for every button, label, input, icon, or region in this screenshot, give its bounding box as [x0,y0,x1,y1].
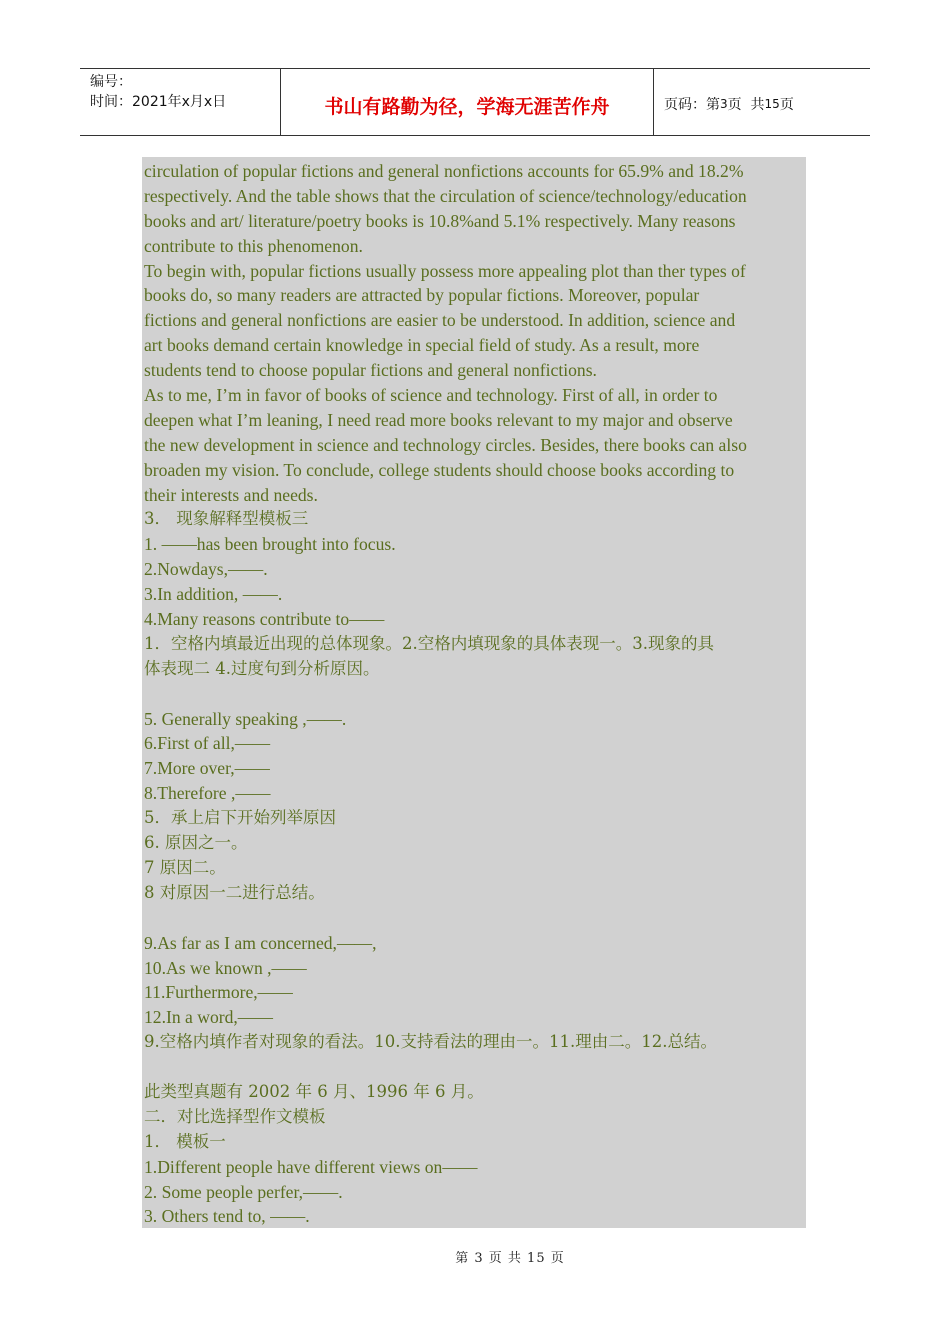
page-footer: 第 3 页 共 15 页 [455,1251,565,1266]
text-line: respectively. And the table shows that the circulation of science/technology/education [144,185,747,206]
text-line: 体表现二 4.过度句到分析原因。 [144,658,380,678]
document-body [142,157,806,1228]
text-line: books do, so many readers are attracted by popular fictions. Moreover, popular [144,285,700,306]
page-mid: 页 共 [727,97,765,113]
text-line: 5．承上启下开始列举原因 [144,808,336,828]
blank-line [144,1055,804,1080]
text-line: 9.空格内填作者对现象的看法。10.支持看法的理由一。11.理由二。12.总结。 [144,1032,717,1052]
text-line: 3. Others tend to, ——. [144,1206,310,1227]
text-line: 6. 原因之一。 [144,833,248,853]
text-line: fictions and general nonfictions are easier to be understood. In addition, science and [144,310,736,331]
page-header [80,68,870,136]
text-line: 8 对原因一二进行总结。 [144,882,325,902]
text-line: To begin with, popular fictions usually possess more appealing plot than ther types of [144,260,746,281]
blank-line [144,682,804,707]
text-line: 4.Many reasons contribute to—— [144,609,385,630]
text-line: 9.As far as I am concerned,——, [144,932,377,953]
blank-line [144,906,804,931]
text-line: 8.Therefore ,—— [144,783,271,804]
serial-label: 编号： [90,74,132,90]
page-suffix: 页 [779,97,794,113]
text-line: 6.First of all,—— [144,733,271,754]
text-line: books and art/ literature/poetry books is 10.8%and 5.1% respectively. Many reasons [144,210,736,231]
text-line: 2. Some people perfer,——. [144,1181,343,1202]
text-line: 此类型真题有 2002 年 6 月、1996 年 6 月。 [144,1081,484,1101]
text-line: 3． 现象解释型模板三 [144,509,309,529]
text-line: 11.Furthermore,—— [144,982,293,1003]
date-label: 时间：2021年x月x日 [90,94,227,110]
header-page-indicator [654,69,870,135]
text-line: As to me, I’m in favor of books of science and technology. First of all, in order to [144,385,718,406]
text-line: 7.More over,—— [144,758,270,779]
page-current: 3 [720,97,728,111]
text-line: contribute to this phenomenon. [144,235,363,256]
text-line: their interests and needs. [144,484,318,505]
text-line: students tend to choose popular fictions and general nonfictions. [144,360,597,381]
text-line: 二．对比选择型作文模板 [144,1106,326,1126]
header-motto: 书山有路勤为径，学海无涯苦作舟 [281,69,654,135]
text-line: 1. ——has been brought into focus. [144,534,396,555]
text-line: deepen what I’m leaning, I need read more books relevant to my major and observe [144,409,733,430]
text-line: art books demand certain knowledge in special field of study. As a result, more [144,335,700,356]
text-line: the new development in science and technology circles. Besides, there books can also [144,434,747,455]
text-line: circulation of popular fictions and general nonfictions accounts for 65.9% and 18.2% [144,161,744,181]
page-prefix: 页码：第 [664,97,720,113]
page-total: 15 [764,97,780,111]
text-line: 5. Generally speaking ,——. [144,708,347,729]
text-line: 12.In a word,—— [144,1007,273,1028]
text-line: 2.Nowdays,——. [144,559,268,580]
text-line: 1.Different people have different views on—— [144,1156,478,1177]
text-line: 3.In addition, ——. [144,584,283,605]
text-line: 7 原因二。 [144,857,226,877]
text-line: 10.As we known ,—— [144,957,307,978]
text-line: 1． 模板一 [144,1131,226,1151]
text-line: 1．空格内填最近出现的总体现象。2.空格内填现象的具体表现一。3.现象的具 [144,633,714,653]
header-meta-cell [80,69,281,135]
text-line: broaden my vision. To conclude, college students should choose books according to [144,459,735,480]
